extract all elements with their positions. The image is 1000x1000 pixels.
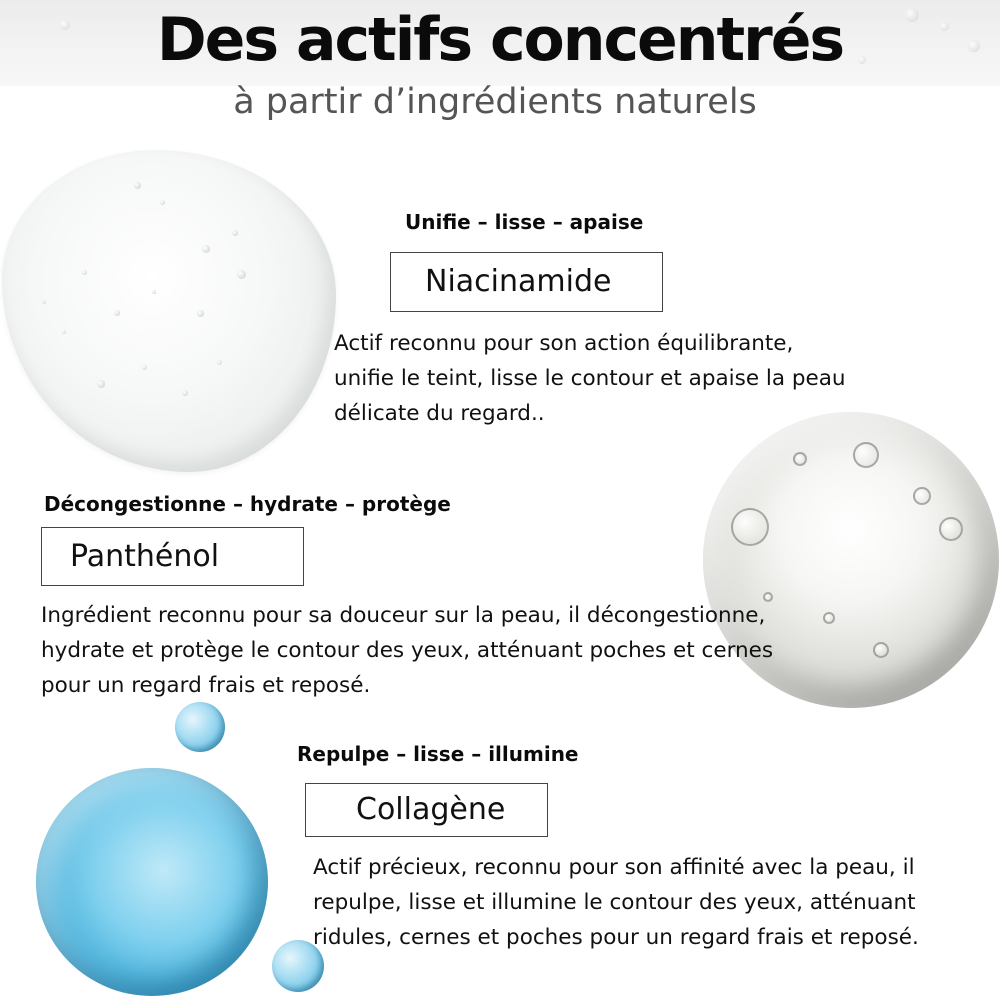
ingredient-tagline: Unifie – lisse – apaise [405, 210, 644, 234]
serum-droplet [175, 702, 225, 752]
ingredient-tagline: Repulpe – lisse – illumine [297, 742, 579, 766]
ingredient-description: Ingrédient reconnu pour sa douceur sur la peau, il décongestionne, hydrate et protège le contour des yeux, atténuant poches et cernes pour un regard frais et reposé. [41, 603, 774, 698]
ingredient-name: Collagène [356, 792, 506, 827]
ingredient-description: Actif précieux, reconnu pour son affinité avec la peau, il repulpe, lisse et illumine le contour des yeux, atténuant ridules, cernes et poches pour un regard frais et reposé. [313, 855, 919, 950]
ingredient-tagline: Décongestionne – hydrate – protège [44, 492, 451, 516]
page-subtitle: à partir d’ingrédients naturels [233, 82, 757, 122]
ingredient-description: Actif reconnu pour son action équilibrante, unifie le teint, lisse le contour et apaise la peau délicate du regard.. [334, 331, 846, 426]
ingredient-name-box [41, 527, 304, 586]
ingredient-name-box [390, 252, 663, 312]
ingredient-name: Niacinamide [425, 264, 612, 299]
ingredient-name-box [305, 783, 548, 837]
serum-texture-image [36, 768, 268, 996]
page-title: Des actifs concentrés [156, 5, 844, 75]
ingredient-name: Panthénol [70, 539, 220, 574]
cream-texture-image [2, 150, 336, 472]
